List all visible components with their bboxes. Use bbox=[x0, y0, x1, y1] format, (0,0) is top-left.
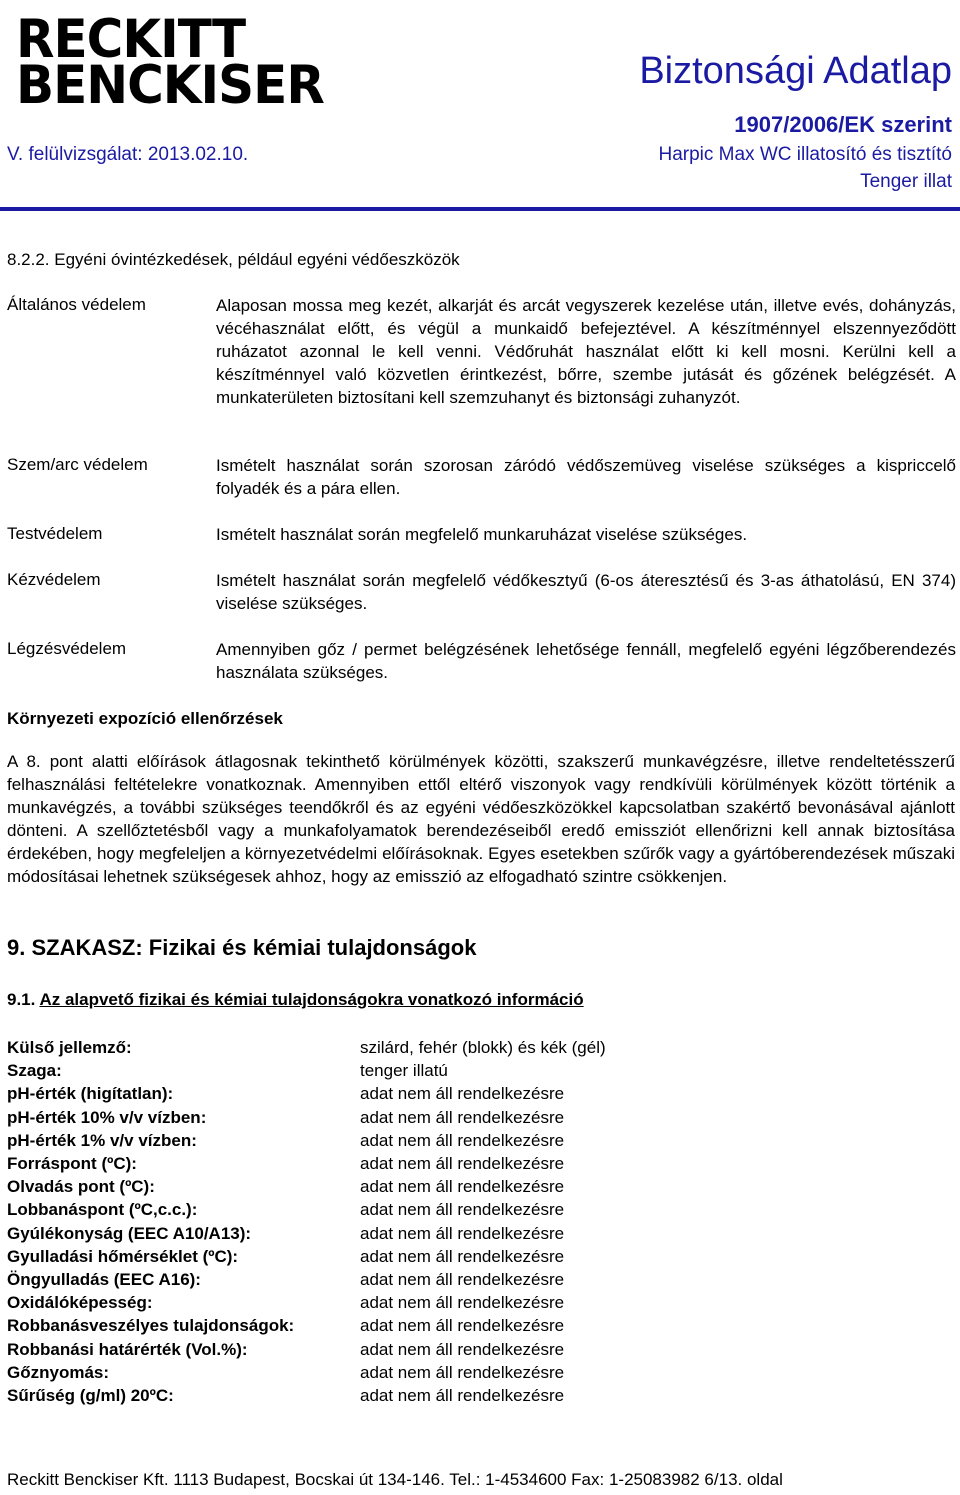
section-9-1-title: Az alapvető fizikai és kémiai tulajdonságokra vonatkozó információ bbox=[39, 990, 584, 1009]
property-key: pH-érték 1% v/v vízben: bbox=[7, 1131, 197, 1150]
section-9-1-heading bbox=[7, 990, 584, 1010]
header-divider bbox=[0, 207, 960, 211]
respiratory-protection-label: Légzésvédelem bbox=[7, 639, 127, 658]
section-9-heading: 9. SZAKASZ: Fizikai és kémiai tulajdonságok bbox=[7, 935, 477, 960]
property-key: pH-érték 10% v/v vízben: bbox=[7, 1108, 207, 1127]
property-value: adat nem áll rendelkezésre bbox=[360, 1154, 565, 1173]
section-9-1-number: 9.1. bbox=[7, 990, 36, 1009]
general-protection-label: Általános védelem bbox=[7, 295, 146, 314]
regulation-reference: 1907/2006/EK szerint bbox=[734, 112, 952, 137]
property-key: Sűrűség (g/ml) 20ºC: bbox=[7, 1386, 174, 1405]
product-name: Harpic Max WC illatosító és tisztító bbox=[658, 144, 952, 165]
property-key: Gyúlékonyság (EEC A10/A13): bbox=[7, 1224, 252, 1243]
hand-protection-label: Kézvédelem bbox=[7, 570, 101, 589]
document-title: Biztonsági Adatlap bbox=[639, 50, 952, 92]
property-key: Külső jellemző: bbox=[7, 1038, 132, 1057]
property-key: Robbanásveszélyes tulajdonságok: bbox=[7, 1316, 295, 1335]
respiratory-protection-text: Amennyiben gőz / permet belégzésének lehetősége fennáll, megfelelő egyéni légzőberendezés használata szükséges. bbox=[216, 640, 956, 682]
general-protection-text: Alaposan mossa meg kezét, alkarját és arcát vegyszerek kezelése után, illetve evés, dohányzás, vécéhasználat előtt, és végül a munkaidő befejeztével. A készítménnyel elszennyeződött ruházatot azonnal le kell venni. Védőruhát használat előtt ki kell mosni. Kerülni kell a készítménnyel való közvetlen érintkezést, bőrre, szembe jutását és gőzének belégzését. A munkaterületen biztosítani kell szemzuhanyt és biztonsági zuhanyzót. bbox=[216, 296, 956, 407]
property-value: adat nem áll rendelkezésre bbox=[360, 1200, 565, 1219]
hand-protection-text: Ismételt használat során megfelelő védőkesztyű (6-os áteresztésű és 3-as áthatolású, EN 374) viselése szükséges. bbox=[216, 571, 956, 613]
property-key: Forráspont (ºC): bbox=[7, 1154, 137, 1173]
body-protection-text: Ismételt használat során megfelelő munkaruházat viselése szükséges. bbox=[216, 525, 748, 544]
revision-date: V. felülvizsgálat: 2013.02.10. bbox=[7, 144, 249, 165]
property-value: adat nem áll rendelkezésre bbox=[360, 1316, 565, 1335]
property-key: Gőznyomás: bbox=[7, 1363, 110, 1382]
property-key: Szaga: bbox=[7, 1061, 62, 1080]
logo-text-line2: BENCKISER bbox=[16, 54, 324, 116]
property-key: Gyulladási hőmérséklet (ºC): bbox=[7, 1247, 239, 1266]
property-key: Robbanási határérték (Vol.%): bbox=[7, 1340, 248, 1359]
property-value: adat nem áll rendelkezésre bbox=[360, 1340, 565, 1359]
property-key: Lobbanáspont (ºC,c.c.): bbox=[7, 1200, 198, 1219]
property-value: adat nem áll rendelkezésre bbox=[360, 1293, 565, 1312]
property-key: Öngyulladás (EEC A16): bbox=[7, 1270, 201, 1289]
property-key: pH-érték (higítatlan): bbox=[7, 1084, 174, 1103]
page-footer: Reckitt Benckiser Kft. 1113 Budapest, Bocskai út 134-146. Tel.: 1-4534600 Fax: 1-25083982 6/13. oldal bbox=[7, 1470, 783, 1489]
property-key: Olvadás pont (ºC): bbox=[7, 1177, 155, 1196]
property-value: adat nem áll rendelkezésre bbox=[360, 1108, 565, 1127]
property-value: adat nem áll rendelkezésre bbox=[360, 1386, 565, 1405]
body-protection-label: Testvédelem bbox=[7, 524, 103, 543]
eye-face-protection-text: Ismételt használat során szorosan záródó védőszemüveg viselése szükséges a kispriccelő folyadék és a pára ellen. bbox=[216, 456, 956, 498]
property-value: adat nem áll rendelkezésre bbox=[360, 1084, 565, 1103]
eye-face-protection-label: Szem/arc védelem bbox=[7, 455, 148, 474]
property-value: adat nem áll rendelkezésre bbox=[360, 1224, 565, 1243]
property-value: adat nem áll rendelkezésre bbox=[360, 1247, 565, 1266]
property-value: szilárd, fehér (blokk) és kék (gél) bbox=[360, 1038, 606, 1057]
property-value: adat nem áll rendelkezésre bbox=[360, 1131, 565, 1150]
property-value: tenger illatú bbox=[360, 1061, 448, 1080]
property-key: Oxidálóképesség: bbox=[7, 1293, 153, 1312]
property-value: adat nem áll rendelkezésre bbox=[360, 1177, 565, 1196]
company-logo bbox=[6, 6, 324, 116]
environment-heading: Környezeti expozíció ellenőrzések bbox=[7, 709, 283, 728]
section-8-2-2-heading: 8.2.2. Egyéni óvintézkedések, például egyéni védőeszközök bbox=[7, 250, 460, 269]
property-value: adat nem áll rendelkezésre bbox=[360, 1270, 565, 1289]
logo-text-line1: RECKITT bbox=[16, 8, 246, 70]
property-value: adat nem áll rendelkezésre bbox=[360, 1363, 565, 1382]
environment-text: A 8. pont alatti előírások átlagosnak tekinthető körülmények közötti, szakszerű munkavégzésre, illetve rendeltetésszerű felhasználási feltételekre vonatkoznak. Amennyiben ettől eltérő viszonyok vagy rendkívüli körülmények között történik a munkavégzés, a további szükséges teendőkről és az egyéni védőeszközökkel kapcsolatban szakértő bevonásával ajánlott dönteni. A szellőztetésből vagy a munkafolyamatok berendezéseiből eredő emissziót ellenőrizni kell annak biztosítása érdekében, hogy megfeleljen a környezetvédelmi előírásoknak. Egyes esetekben szűrők vagy a gyártóberendezések műszaki módosításai lehetnek szükségesek ahhoz, hogy az emisszió az elfogadható szintre csökkenjen. bbox=[7, 752, 955, 886]
product-variant: Tenger illat bbox=[860, 171, 952, 192]
